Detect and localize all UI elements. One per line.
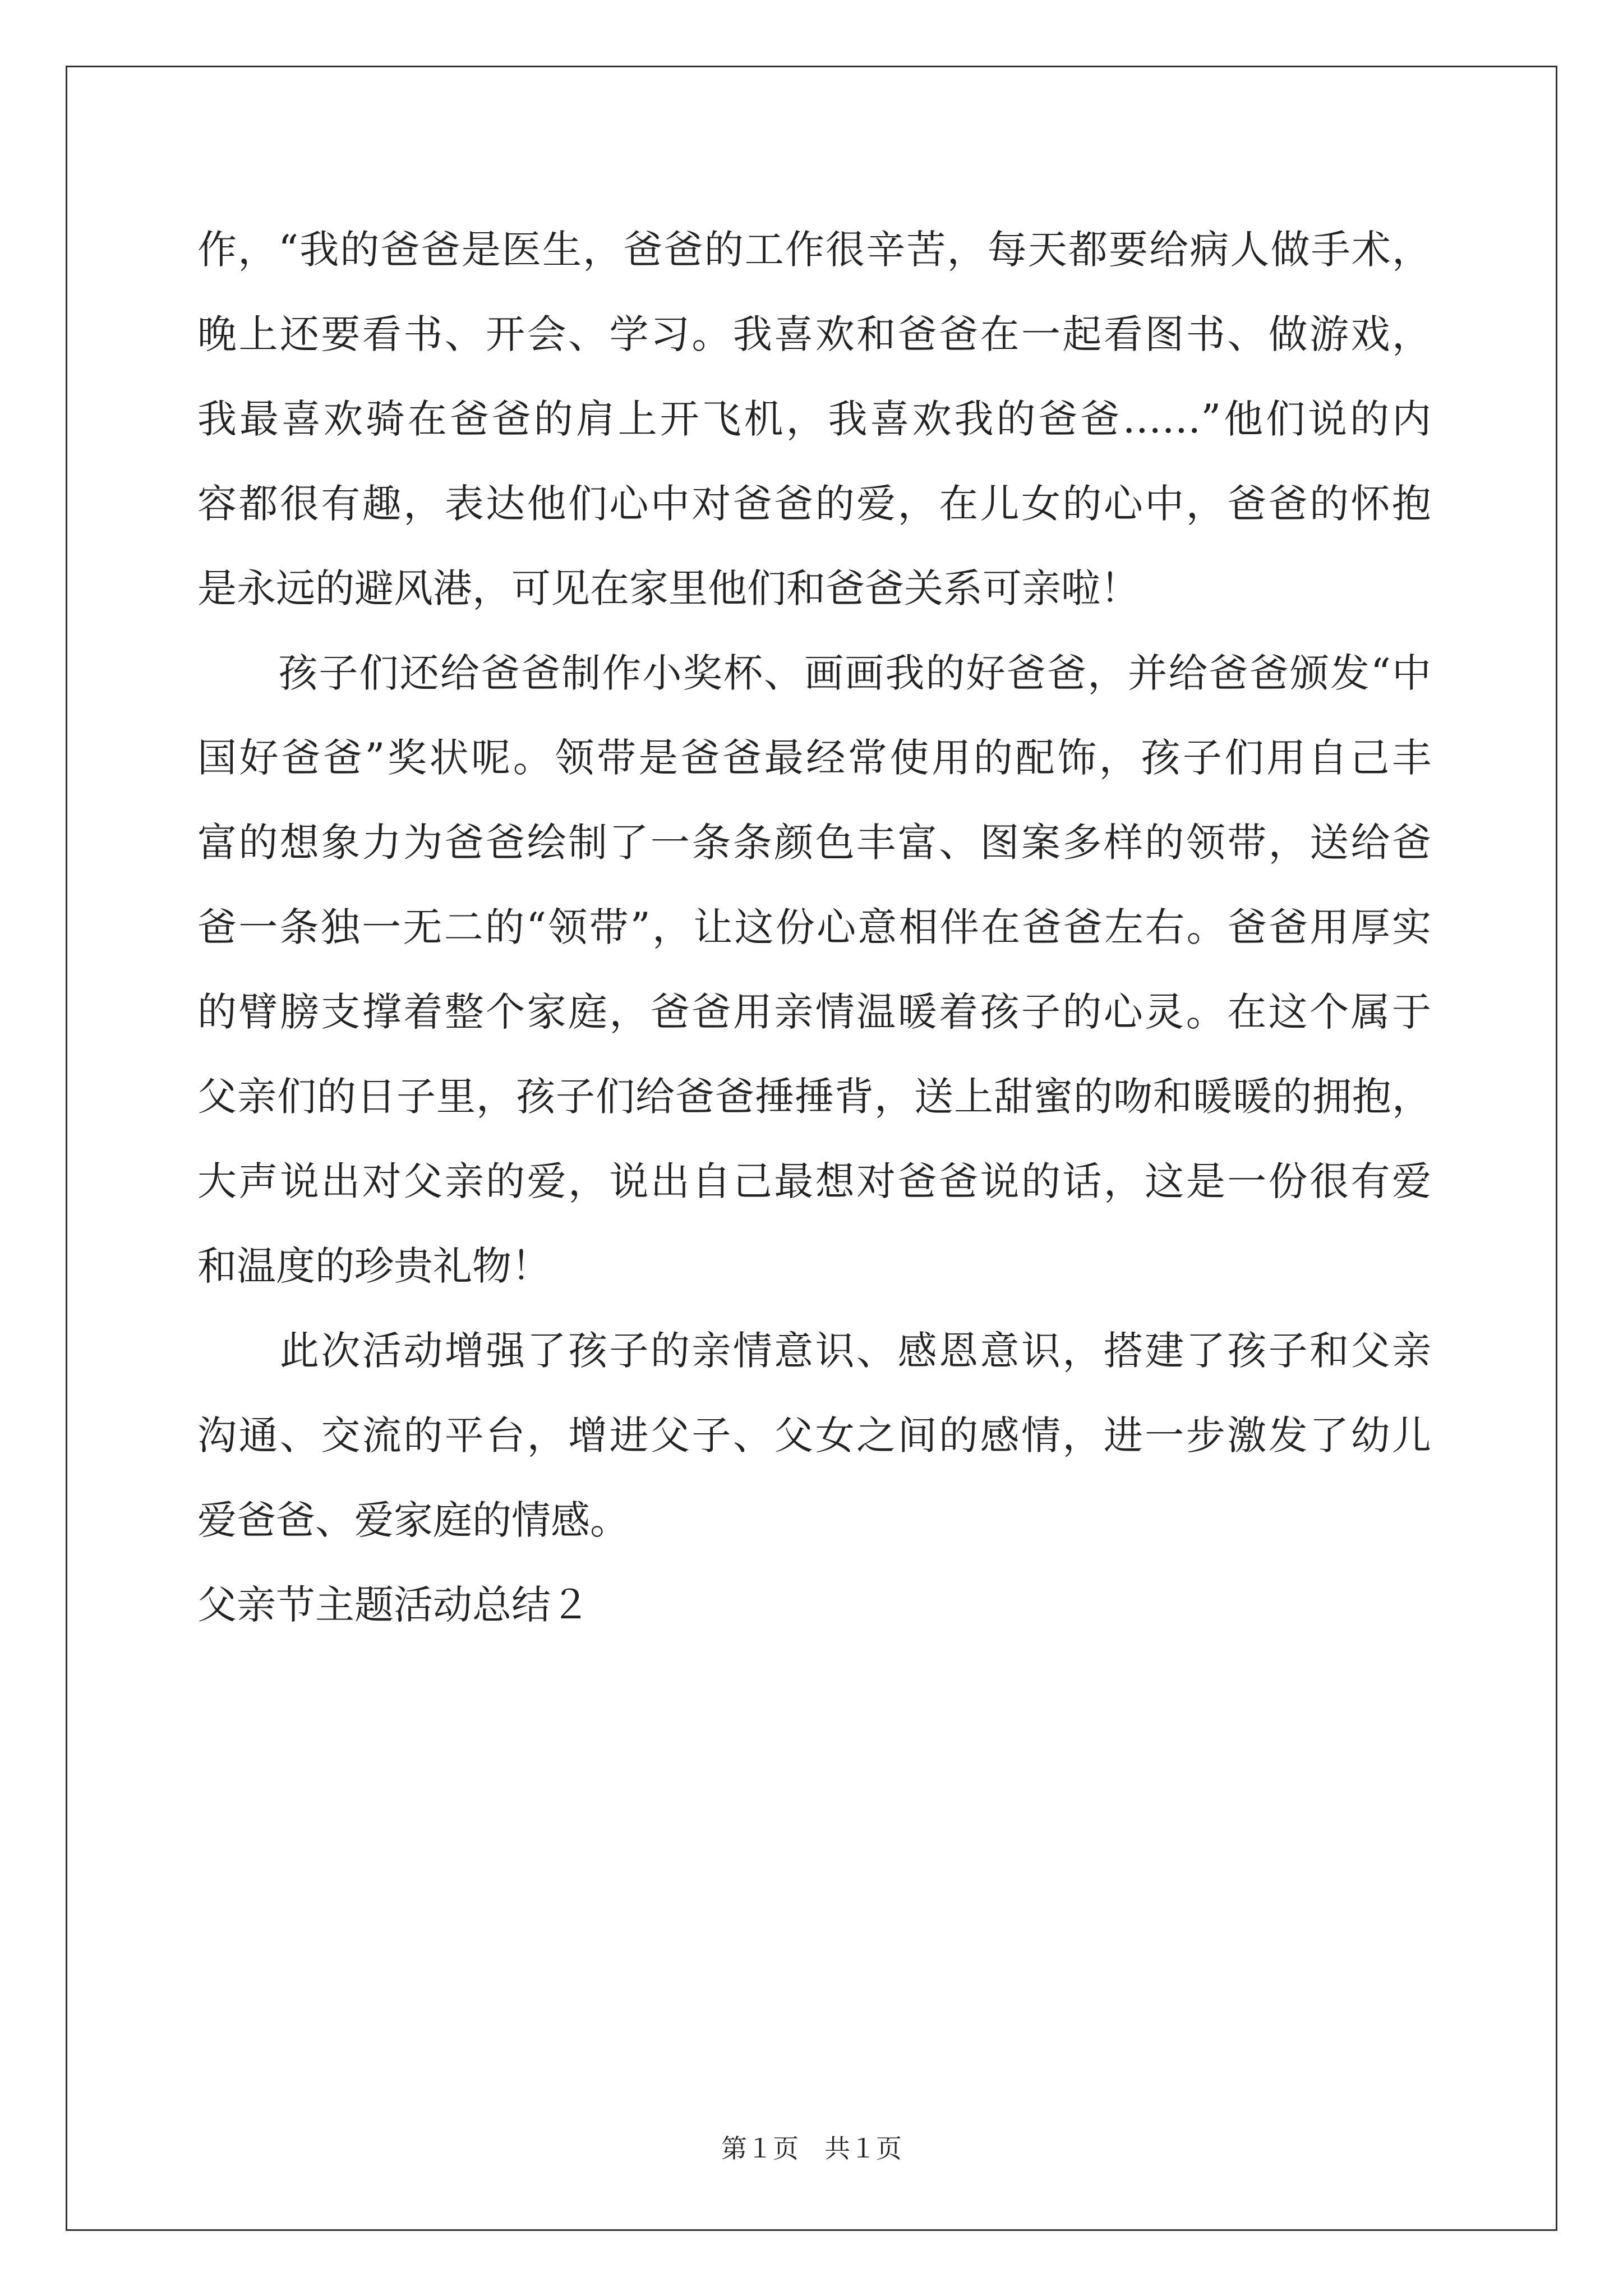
text-line: 晚上还要看书、开会、学习。我喜欢和爸爸在一起看图书、做游戏， bbox=[197, 311, 1431, 357]
text-line: 沟通、交流的平台，增进父子、父女之间的感情，进一步激发了幼儿 bbox=[197, 1412, 1431, 1458]
text-line: 容都很有趣，表达他们心中对爸爸的爱，在儿女的心中，爸爸的怀抱 bbox=[197, 481, 1431, 527]
text-line: 富的想象力为爸爸绘制了一条条颜色丰富、图案多样的领带，送给爸 bbox=[197, 820, 1431, 866]
text-line: 爱爸爸、爱家庭的情感。 bbox=[197, 1497, 629, 1543]
text-line: 孩子们还给爸爸制作小奖杯、画画我的好爸爸，并给爸爸颁发“中 bbox=[197, 650, 1431, 696]
text-line: 和温度的珍贵礼物！ bbox=[197, 1243, 551, 1289]
paragraph-3 bbox=[197, 1309, 1431, 1563]
page-footer bbox=[0, 2132, 1623, 2165]
text-line: 爸一条独一无二的“领带”，让这份心意相伴在爸爸左右。爸爸用厚实 bbox=[197, 904, 1431, 950]
page-number-label: 第１页 共１页 bbox=[721, 2133, 902, 2164]
text-line: 国好爸爸”奖状呢。领带是爸爸最经常使用的配饰，孩子们用自己丰 bbox=[197, 735, 1431, 781]
text-line: 是永远的避风港，可见在家里他们和爸爸关系可亲啦！ bbox=[197, 565, 1140, 611]
text-line: 我最喜欢骑在爸爸的肩上开飞机，我喜欢我的爸爸……”他们说的内 bbox=[197, 396, 1431, 442]
document-body bbox=[197, 208, 1431, 1648]
text-line: 大声说出对父亲的爱，说出自己最想对爸爸说的话，这是一份很有爱 bbox=[197, 1158, 1431, 1204]
text-line: 此次活动增强了孩子的亲情意识、感恩意识，搭建了孩子和父亲 bbox=[197, 1328, 1431, 1374]
text-line: 的臂膀支撑着整个家庭，爸爸用亲情温暖着孩子的心灵。在这个属于 bbox=[197, 989, 1431, 1035]
text-line: 作，“我的爸爸是医生，爸爸的工作很辛苦，每天都要给病人做手术， bbox=[197, 227, 1431, 273]
section-heading: 父亲节主题活动总结２ bbox=[197, 1582, 590, 1628]
paragraph-1 bbox=[197, 208, 1431, 631]
text-line: 父亲们的日子里，孩子们给爸爸捶捶背，送上甜蜜的吻和暖暖的拥抱， bbox=[197, 1074, 1431, 1120]
paragraph-2 bbox=[197, 631, 1431, 1309]
